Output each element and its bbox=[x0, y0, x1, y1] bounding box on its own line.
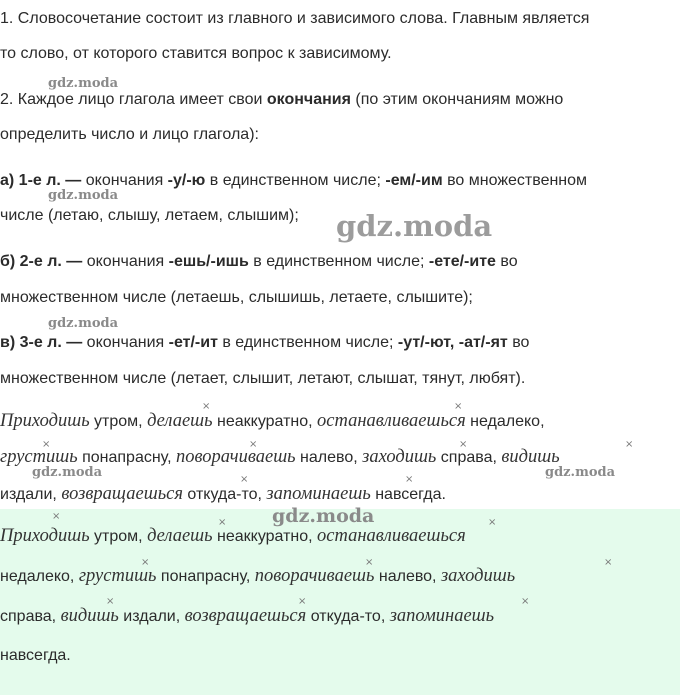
text: откуда-то, bbox=[306, 608, 390, 625]
rule-2-line-2: определить число и лицо глагола): bbox=[0, 126, 259, 143]
item-c-label: в) 3-е л. — bbox=[0, 334, 83, 351]
item-a-line-2: числе (летаю, слышу, летаем, слышим); bbox=[0, 207, 299, 224]
accent-mark: × bbox=[42, 439, 51, 450]
accent-mark: × bbox=[202, 401, 211, 412]
rule-1-line-1: 1. Словосочетание состоит из главного и зависимого слова. Главным является bbox=[0, 10, 590, 27]
rule-1-line-2: то слово, от которого ставится вопрос к зависимому. bbox=[0, 45, 392, 62]
accent-mark: × bbox=[298, 596, 307, 607]
verb: делаешь bbox=[147, 526, 213, 546]
text: справа, bbox=[0, 608, 61, 625]
watermark: gdz.moda bbox=[272, 505, 375, 527]
accent-mark: × bbox=[488, 517, 497, 528]
text: понапрасну, bbox=[156, 568, 255, 585]
verb: заходишь bbox=[440, 566, 516, 586]
rule-2-text: 2. Каждое лицо глагола имеет свои bbox=[0, 91, 267, 108]
verb: грустишь bbox=[78, 566, 157, 586]
verb: Приходишь bbox=[0, 526, 90, 546]
text: налево, bbox=[374, 568, 441, 585]
verb: грустишь bbox=[0, 447, 78, 467]
accent-mark: × bbox=[240, 474, 249, 485]
answer-line-2 bbox=[0, 566, 515, 587]
exercise-line-3 bbox=[0, 484, 446, 505]
text: справа, bbox=[436, 449, 502, 466]
watermark: gdz.moda bbox=[545, 465, 616, 480]
accent-mark: × bbox=[459, 439, 468, 450]
verb: возвращаешься bbox=[61, 484, 183, 504]
rule-2-line-1 bbox=[0, 90, 563, 110]
verb: останавливаешься bbox=[317, 411, 466, 431]
accent-mark: × bbox=[454, 401, 463, 412]
text: издали, bbox=[118, 608, 185, 625]
item-c-line-2: множественном числе (летает, слышит, летают, слышат, тянут, любят). bbox=[0, 370, 526, 387]
rule-2-text-cont: (по этим окончаниям можно bbox=[350, 91, 564, 108]
text: издали, bbox=[0, 486, 62, 503]
item-c-ending-singular: -ет/-ит bbox=[168, 334, 218, 351]
verb: возвращаешься bbox=[184, 606, 307, 626]
accent-mark: × bbox=[604, 557, 613, 568]
text: понапрасну, bbox=[77, 449, 176, 466]
verb: делаешь bbox=[147, 411, 213, 431]
verb: Приходишь bbox=[0, 411, 90, 431]
item-a-text: окончания bbox=[81, 172, 168, 189]
item-c-line-1 bbox=[0, 333, 529, 353]
verb: запоминаешь bbox=[266, 484, 371, 504]
text: утром, bbox=[89, 413, 148, 430]
item-c-text-2: в единственном числе; bbox=[217, 334, 398, 351]
accent-mark: × bbox=[365, 557, 374, 568]
watermark: gdz.moda bbox=[48, 76, 119, 91]
accent-mark: × bbox=[249, 439, 258, 450]
text: навсегда. bbox=[370, 486, 446, 503]
item-b-text-2: в единственном числе; bbox=[248, 253, 429, 270]
watermark: gdz.moda bbox=[48, 188, 119, 203]
watermark: gdz.moda bbox=[48, 316, 119, 331]
exercise-line-1 bbox=[0, 411, 545, 432]
watermark: gdz.moda bbox=[336, 209, 493, 243]
item-a-text-3: во множественном bbox=[442, 172, 588, 189]
watermark: gdz.moda bbox=[32, 465, 103, 480]
item-a-ending-plural: -ем/-им bbox=[385, 172, 443, 189]
accent-mark: × bbox=[52, 511, 61, 522]
verb: заходишь bbox=[362, 447, 437, 467]
answer-line-3 bbox=[0, 606, 494, 627]
text: откуда-то, bbox=[182, 486, 267, 503]
accent-mark: × bbox=[405, 474, 414, 485]
verb: поворачиваешь bbox=[254, 566, 375, 586]
verb: видишь bbox=[60, 606, 119, 626]
answer-line-1 bbox=[0, 526, 466, 547]
text: утром, bbox=[89, 528, 148, 545]
item-a-ending-singular: -у/-ю bbox=[167, 172, 206, 189]
text: налево, bbox=[295, 449, 363, 466]
item-a-label: а) 1-е л. — bbox=[0, 172, 82, 189]
item-b-line-1 bbox=[0, 252, 518, 272]
text: неаккуратно, bbox=[212, 413, 318, 430]
text: неаккуратно, bbox=[212, 528, 318, 545]
verb: запоминаешь bbox=[389, 606, 495, 626]
accent-mark: × bbox=[521, 596, 530, 607]
accent-mark: × bbox=[625, 439, 634, 450]
text: недалеко, bbox=[465, 413, 545, 430]
verb: видишь bbox=[501, 447, 560, 467]
rule-2-bold-term: окончания bbox=[266, 91, 351, 108]
accent-mark: × bbox=[106, 596, 115, 607]
item-b-text-3: во bbox=[495, 253, 518, 270]
item-b-text: окончания bbox=[82, 253, 169, 270]
item-b-ending-plural: -ете/-ите bbox=[428, 253, 496, 270]
item-b-label: б) 2-е л. — bbox=[0, 253, 83, 270]
text: недалеко, bbox=[0, 568, 79, 585]
item-c-text-3: во bbox=[507, 334, 530, 351]
item-b-line-2: множественном числе (летаешь, слышишь, летаете, слышите); bbox=[0, 289, 473, 306]
verb: останавливаешься bbox=[317, 526, 466, 546]
item-c-text: окончания bbox=[82, 334, 169, 351]
accent-mark: × bbox=[141, 557, 150, 568]
item-c-ending-plural: -ут/-ют, -ат/-ят bbox=[397, 334, 508, 351]
verb: поворачиваешь bbox=[175, 447, 296, 467]
answer-line-4: навсегда. bbox=[0, 647, 71, 664]
item-a-text-2: в единственном числе; bbox=[205, 172, 386, 189]
item-b-ending-singular: -ешь/-ишь bbox=[168, 253, 249, 270]
accent-mark: × bbox=[218, 517, 227, 528]
